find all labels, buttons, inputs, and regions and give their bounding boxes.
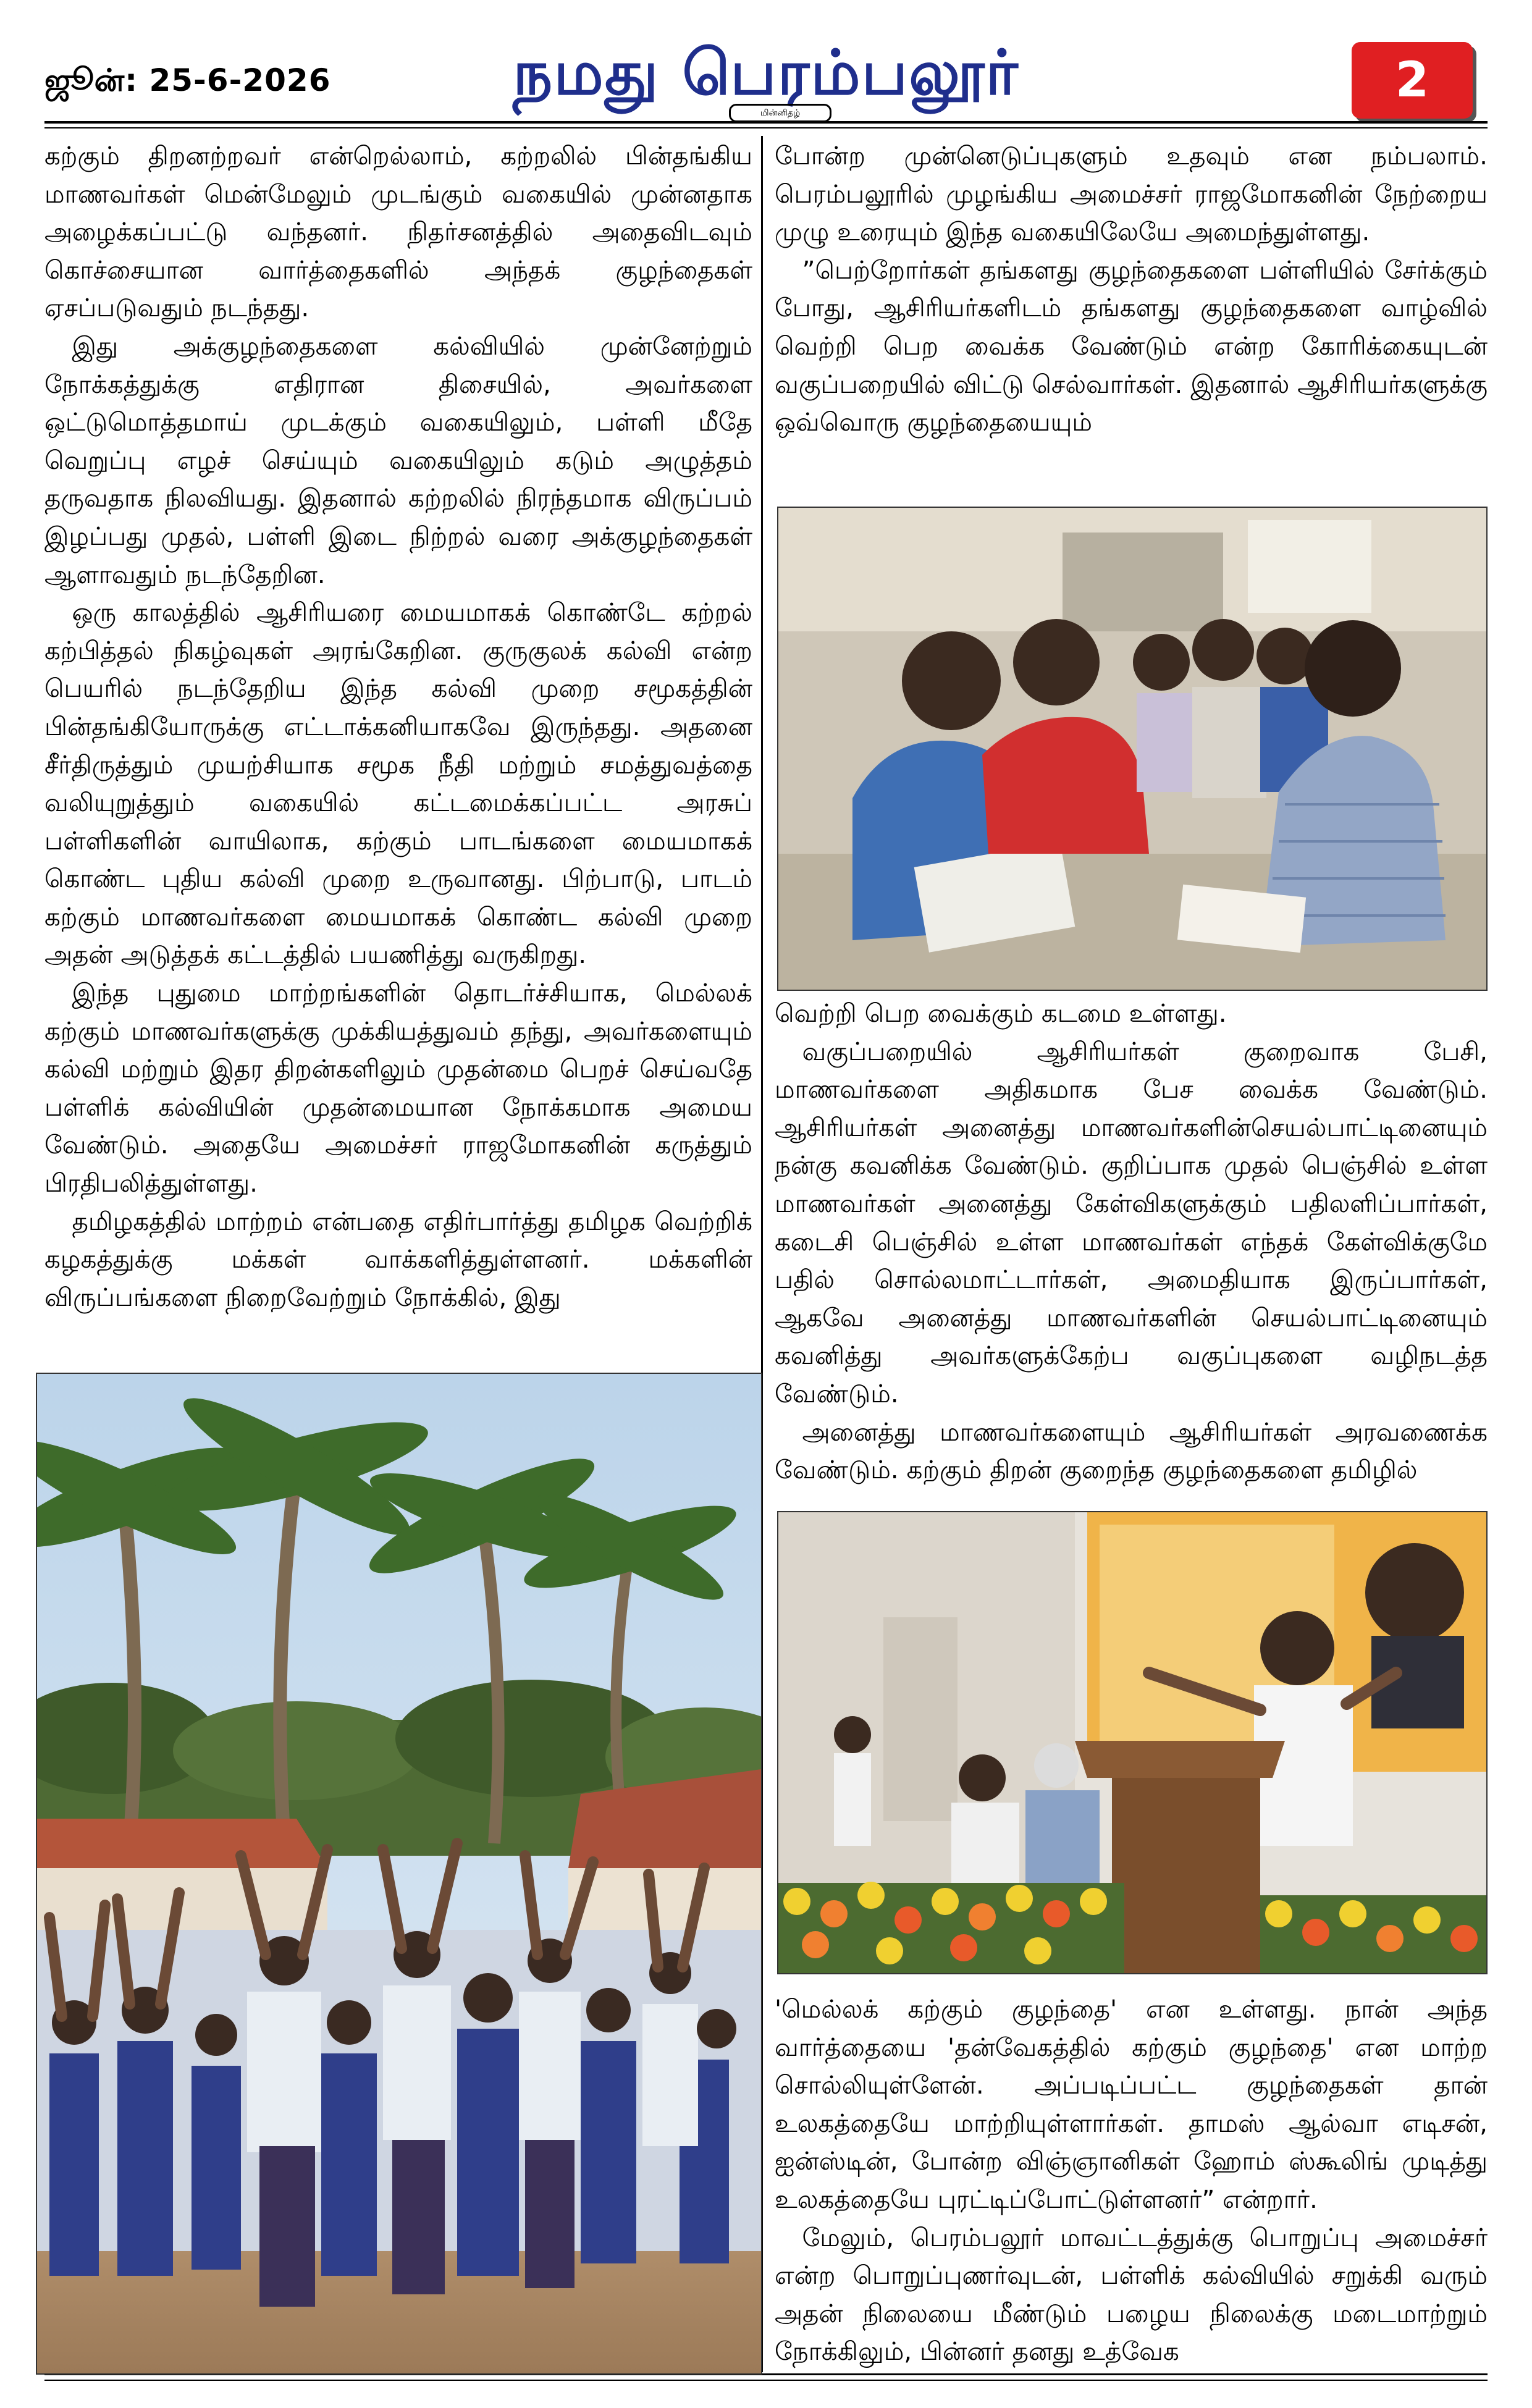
article-paragraph: இது அக்குழந்தைகளை கல்வியில் முன்னேற்றும் நோக்கத்துக்கு எதிரான திசையில், அவர்களை ஒட்டுமொத்தமாய் முடக்கும் வகையிலும், பள்ளி மீதே வெறுப்பு எழச் செய்யும் வகையிலும் கடும் அழுத்தம் தருவதாக நிலவியது. இதனால் கற்றலில் நிரந்தமாக விருப்பம் இழப்பது முதல், பள்ளி இடை நிற்றல் வரை அக்குழந்தைகள் ஆளாவதும் நடந்தேறின.	[44, 330, 752, 589]
article-paragraph: வெற்றி பெற வைக்கும் கடமை உள்ளது.	[775, 998, 1227, 1028]
issue-date: ஜூன்: 25-6-2026	[44, 62, 331, 98]
newspaper-masthead: நமது பெரம்பலூர்	[513, 36, 1019, 109]
page-number-badge: 2	[1352, 42, 1473, 119]
article-right-column-bottom	[775, 1990, 1488, 2371]
minister-speech-photo	[777, 1511, 1488, 1974]
article-paragraph: போன்ற முன்னெடுப்புகளும் உதவும் என நம்பலாம். பெரம்பலூரில் முழங்கிய அமைச்சர் ராஜமோகனின் நேற்றைய முழு உரையும் இந்த வகையிலேயே அமைந்துள்ளது.	[775, 141, 1488, 247]
article-paragraph: வகுப்பறையில் ஆசிரியர்கள் குறைவாக பேசி, மாணவர்களை அதிகமாக பேச வைக்க வேண்டும். ஆசிரியர்கள் அனைத்து மாணவர்களின்செயல்பாட்டினையும் நன்கு கவனிக்க வேண்டும். குறிப்பாக முதல் பெஞ்சில் உள்ள மாணவர்கள் அனைத்து கேள்விகளுக்கும் பதிலளிப்பார்கள், கடைசி பெஞ்சில் உள்ள மாணவர்கள் எந்தக் கேள்விக்குமே பதில் சொல்லமாட்டார்கள், அமைதியாக இருப்பார்கள், ஆகவே அனைத்து மாணவர்களின் செயல்பாட்டினையும் கவனித்து அவர்களுக்கேற்ப வகுப்புகளை வழிநடத்த வேண்டும்.	[775, 1036, 1488, 1408]
article-paragraph: ஒரு காலத்தில் ஆசிரியரை மையமாகக் கொண்டே கற்றல் கற்பித்தல் நிகழ்வுகள் அரங்கேறின. குருகுலக் கல்வி என்ற பெயரில் நடந்தேறிய இந்த கல்வி முறை சமூகத்தின் பின்தங்கியோருக்கு எட்டாக்கனியாகவே இருந்தது. அதனை சீர்திருத்தும் முயற்சியாக சமூக நீதி மற்றும் சமத்துவத்தை வலியுறுத்தும் வகையில் கட்டமைக்கப்பட்ட அரசுப் பள்ளிகளின் வாயிலாக, கற்கும் பாடங்களை மையமாகக் கொண்ட புதிய கல்வி முறை உருவானது. பிற்பாடு, பாடம் கற்கும் மாணவர்களை மையமாகக் கொண்ட கல்வி முறை அதன் அடுத்தக் கட்டத்தில் பயணித்து வருகிறது.	[44, 597, 752, 970]
article-paragraph: 'மெல்லக் கற்கும் குழந்தை' என உள்ளது. நான் அந்த வார்த்தையை 'தன்வேகத்தில் கற்கும் குழந்தை' என மாற்ற சொல்லியுள்ளேன். அப்படிப்பட்ட குழந்தைகள் தான் உலகத்தையே மாற்றியுள்ளார்கள். தாமஸ் ஆல்வா எடிசன், ஐன்ஸ்டின், போன்ற விஞ்ஞானிகள் ஹோம் ஸ்கூலிங் முடித்து உலகத்தையே புரட்டிப்போட்டுள்ளனர்” என்றார்.	[775, 1994, 1488, 2214]
article-paragraph: ”பெற்றோர்கள் தங்களது குழந்தைகளை பள்ளியில் சேர்க்கும் போது, ஆசிரியர்களிடம் தங்களது குழந்தைகளை வாழ்வில் வெற்றி பெற வைக்க வேண்டும் என்ற கோரிக்கையுடன் வகுப்பறையில் விட்டு செல்வார்கள். இதனால் ஆசிரியர்களுக்கு ஒவ்வொரு குழந்தையையும்	[775, 255, 1488, 437]
article-paragraph: மேலும், பெரம்பலூர் மாவட்டத்துக்கு பொறுப்பு அமைச்சர் என்ற பொறுப்புணர்வுடன், பள்ளிக் கல்வியில் சறுக்கி வரும் அதன் நிலையை மீண்டும் பழைய நிலைக்கு மடைமாற்றும் நோக்கிலும், பின்னர் தனது உத்வேக	[775, 2222, 1488, 2367]
classroom-children-photo	[777, 507, 1488, 991]
header-rule-thick	[44, 121, 1488, 124]
article-left-column	[44, 137, 752, 1316]
header-rule-thin	[44, 127, 1488, 128]
article-paragraph: அனைத்து மாணவர்களையும் ஆசிரியர்கள் அரவணைக்க வேண்டும். கற்கும் திறன் குறைந்த குழந்தைகளை தமிழில்	[775, 1417, 1488, 1485]
article-right-column-middle	[775, 995, 1488, 1489]
article-right-column-top	[775, 137, 1488, 442]
footer-rule-thin	[44, 2380, 1488, 2381]
article-paragraph: கற்கும் திறனற்றவர் என்றெல்லாம், கற்றலில் பின்தங்கிய மாணவர்கள் மென்மேலும் முடங்கும் வகையில் முன்னதாக அழைக்கப்பட்டு வந்தனர். நிதர்சனத்தில் அதைவிடவும் கொச்சையான வார்த்தைகளில் அந்தக் குழந்தைகள் ஏசப்படுவதும் நடந்தது.	[44, 141, 752, 323]
article-paragraph: தமிழகத்தில் மாற்றம் என்பதை எதிர்பார்த்து தமிழக வெற்றிக் கழகத்துக்கு மக்கள் வாக்களித்துள்ளனர். மக்களின் விருப்பங்களை நிறைவேற்றும் நோக்கில், இது	[44, 1206, 752, 1312]
article-paragraph: இந்த புதுமை மாற்றங்களின் தொடர்ச்சியாக, மெல்லக் கற்கும் மாணவர்களுக்கு முக்கியத்துவம் தந்து, அவர்களையும் கல்வி மற்றும் இதர திறன்களிலும் முதன்மை பெறச் செய்வதே பள்ளிக் கல்வியின் முதன்மையான நோக்கமாக அமைய வேண்டும். அதையே அமைச்சர் ராஜமோகனின் கருத்தும் பிரதிபலித்துள்ளது.	[44, 978, 752, 1198]
masthead-tagline: மின்னிதழ்	[729, 104, 831, 122]
students-cheering-photo	[36, 1373, 762, 2375]
